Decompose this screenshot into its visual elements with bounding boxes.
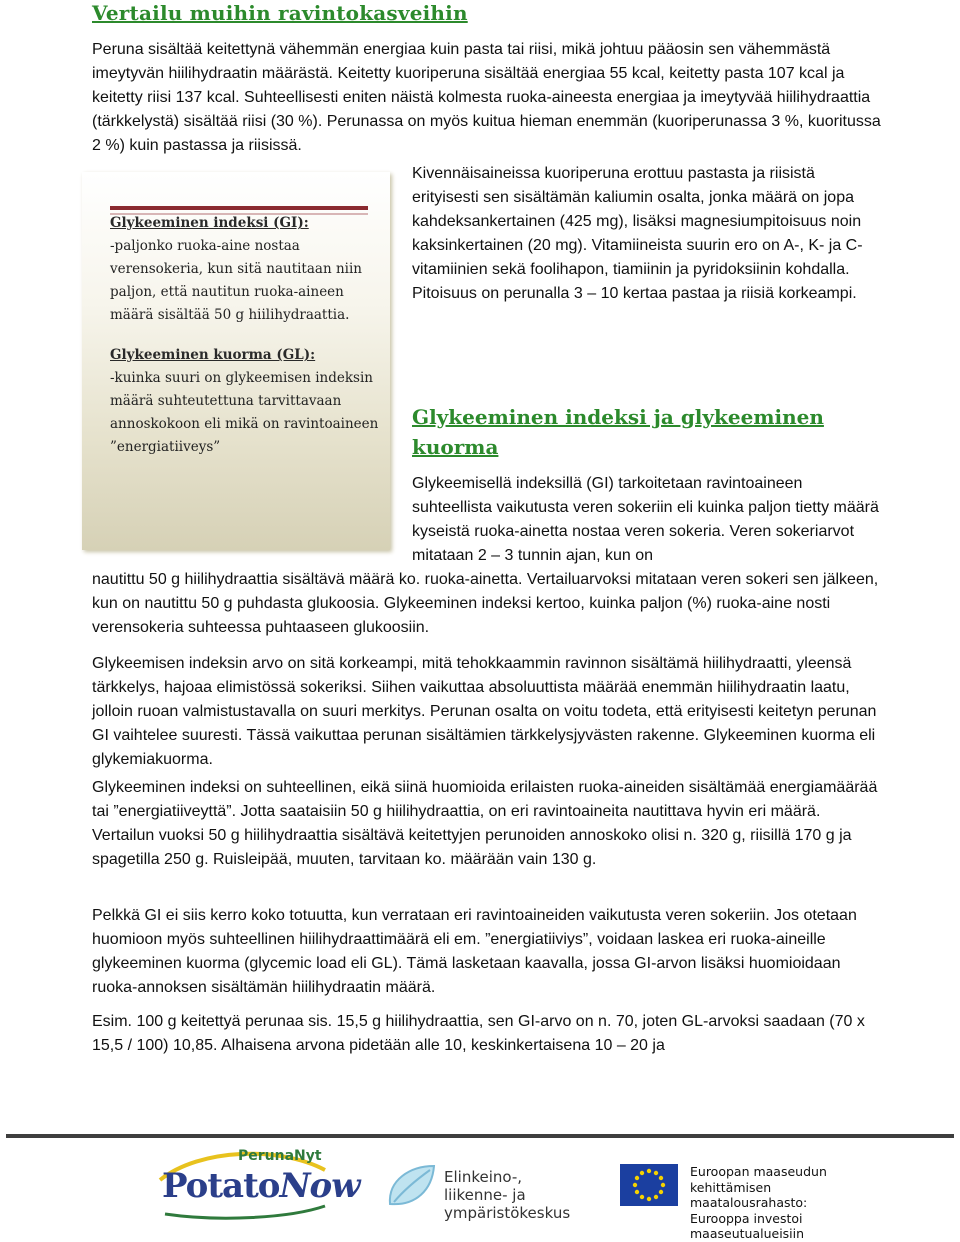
intro-paragraph: Peruna sisältää keitettynä vähemmän energiaa kuin pasta tai riisi, mikä johtuu pääosin sen vähemmästä imeytyvän hiilihydraatin määrästä. Keitetty kuoriperuna sisältää energiaa 55 kcal, keitetty pasta 107 kcal ja keitetty riisi 137 kcal. Suhteellisesti eniten näistä kolmesta ruoka-aineesta energiaa ja imeytyvää hiilihydraattia (tärkkelystä) sisältää riisi (30 %). Perunassa on myös kuitua hieman enemmän (kuoriperunassa 3 %, kuoritussa 2 %) kuin pastassa ja riisissä. (92, 41, 881, 154)
footer-divider (6, 1134, 954, 1138)
paragraph-example: Esim. 100 g keitettyä perunaa sis. 15,5 g hiilihydraattia, sen GI-arvo on n. 70, joten GL-arvoksi saadaan (70 x 15,5 / 100) 10,85. Alhaisena arvona pidetään alle 10, keskinkertaisena 10 – 20 ja (92, 1013, 865, 1054)
gi-definition (110, 212, 380, 327)
eu-stars-icon (620, 1164, 678, 1206)
eu-logo (620, 1160, 880, 1241)
gi-paragraph-part2: nautittu 50 g hiilihydraattia sisältävä määrä ko. ruoka-ainetta. Vertailuarvoksi mitataan veren sokeri sen jälkeen, kun on nautittu 50 g puhdasta glukoosia. Glykeeminen indeksi kertoo, kuinka paljon (%) ruoka-aine nosti verensokeria suhteessa puhtaaseen glukoosiin. (92, 571, 879, 636)
gl-definition-title: Glykeeminen kuorma (GL): (110, 347, 316, 363)
potatonow-logo (140, 1140, 360, 1220)
eu-text (690, 1164, 880, 1242)
paragraph-gl: Pelkkä GI ei siis kerro koko totuutta, kun verrataan eri ravintoaineiden vaikutusta veren sokeriin. Jos otetaan huomioon myös suhteellinen hiilihydraattimäärä eli em. ”energiatiiviys”, voidaan laskea eri ruoka-aineille glykeeminen kuorma (glycemic load eli GL). Tämä lasketaan kaavalla, jossa GI-arvon lisäksi huomioidaan ruoka-annoksen sisältämän hiilihydraatin määrä. (92, 907, 857, 996)
ely-logo (382, 1160, 582, 1222)
section-heading-comparison: Vertailu muihin ravintokasveihin (92, 1, 468, 25)
perunanyt-text: PerunaNyt (238, 1148, 322, 1164)
paragraph-gi-relative: Glykeeminen indeksi on suhteellinen, eikä siinä huomioida erilaisten ruoka-aineiden sisältämää energiamäärää tai ”energiatiiveyttä”. Jotta saataisiin 50 g hiilihydraattia, on eri ravintoaineita nautittava hyvin eri määrä. Vertailun vuoksi 50 g hiilihydraattia sisältävä keitettyjen perunoiden annoskoko olisi n. 320 g, riisillä 170 g ja spagetilla 250 g. Ruisleipää, muuten, tarvitaan ko. määrään vain 130 g. (92, 779, 878, 868)
definition-box (82, 172, 390, 550)
potato-word: Potato (162, 1166, 280, 1206)
gl-definition-text: -kuinka suuri on glykeemisen indeksin määrä suhteutettuna tarvittavaan annoskokoon eli mikä on ravintoaineen ”energiatiiveys” (110, 370, 379, 455)
box-divider (110, 206, 368, 210)
gi-definition-title: Glykeeminen indeksi (GI): (110, 215, 309, 231)
eu-line3: Eurooppa investoi maaseutualueisiin (690, 1210, 805, 1241)
ely-line2: ympäristökeskus (444, 1204, 571, 1222)
ely-text (444, 1168, 582, 1222)
gi-definition-text: -paljonko ruoka-aine nostaa verensokeria, kun sitä nautitaan niin paljon, että nautitun ruoka-aineen määrä sisältää 50 g hiilihydraattia. (110, 238, 362, 323)
footer-logos (0, 1140, 960, 1241)
potatonow-text (162, 1166, 359, 1206)
minerals-paragraph: Kivennäisaineissa kuoriperuna erottuu pastasta ja riisistä erityisesti sen sisältämän kaliumin osalta, jonka määrä on jopa kahdeksankertainen (425 mg), lisäksi magnesiumpitoisuus noin kaksinkertainen (20 mg). Vitamiineista suurin ero on A-, K- ja C-vitamiinien sekä foolihapon, tiamiinin ja pyridoksiinin kohdalla. Pitoisuus on perunalla 3 – 10 kertaa pastaa ja riisiä korkeampi. (412, 165, 863, 302)
eu-line1: Euroopan maaseudun (690, 1164, 827, 1179)
eu-line2: kehittämisen maatalousrahasto: (690, 1179, 808, 1210)
eu-flag-icon (620, 1164, 678, 1206)
paragraph-gi-value: Glykeemisen indeksin arvo on sitä korkeampi, mitä tehokkaammin ravinnon sisältämä hiilihydraatti, yleensä tärkkelys, hajoaa elimistössä sokeriksi. Siihen vaikuttaa absoluuttista määrää enemmän hiilihydraatin laatu, jolloin ruoan valmistustavalla on suuri merkitys. Perunan osalta on voitu todeta, että erityisesti keitetyn perunan GI vaihtelee suuresti. Tässä vaikuttaa perunan sisältämien tärkkelysjyvästen rakenne. Glykeeminen kuorma eli glykemiakuorma. (92, 655, 877, 768)
ely-leaf-icon (382, 1160, 438, 1210)
ely-line1: Elinkeino-, liikenne- ja (444, 1168, 526, 1204)
gl-definition (110, 344, 380, 459)
section-heading-gi: Glykeeminen indeksi ja glykeeminen kuorma (412, 405, 824, 459)
now-word: Now (279, 1166, 360, 1206)
gi-paragraph-part1: Glykeemisellä indeksillä (GI) tarkoitetaan ravintoaineen suhteellista vaikutusta veren sokeriin eli kuinka paljon tietty määrä kyseistä ruoka-ainetta nostaa veren sokeria. Veren sokeriarvot mitataan 2 – 3 tunnin ajan, kun on (412, 475, 879, 564)
